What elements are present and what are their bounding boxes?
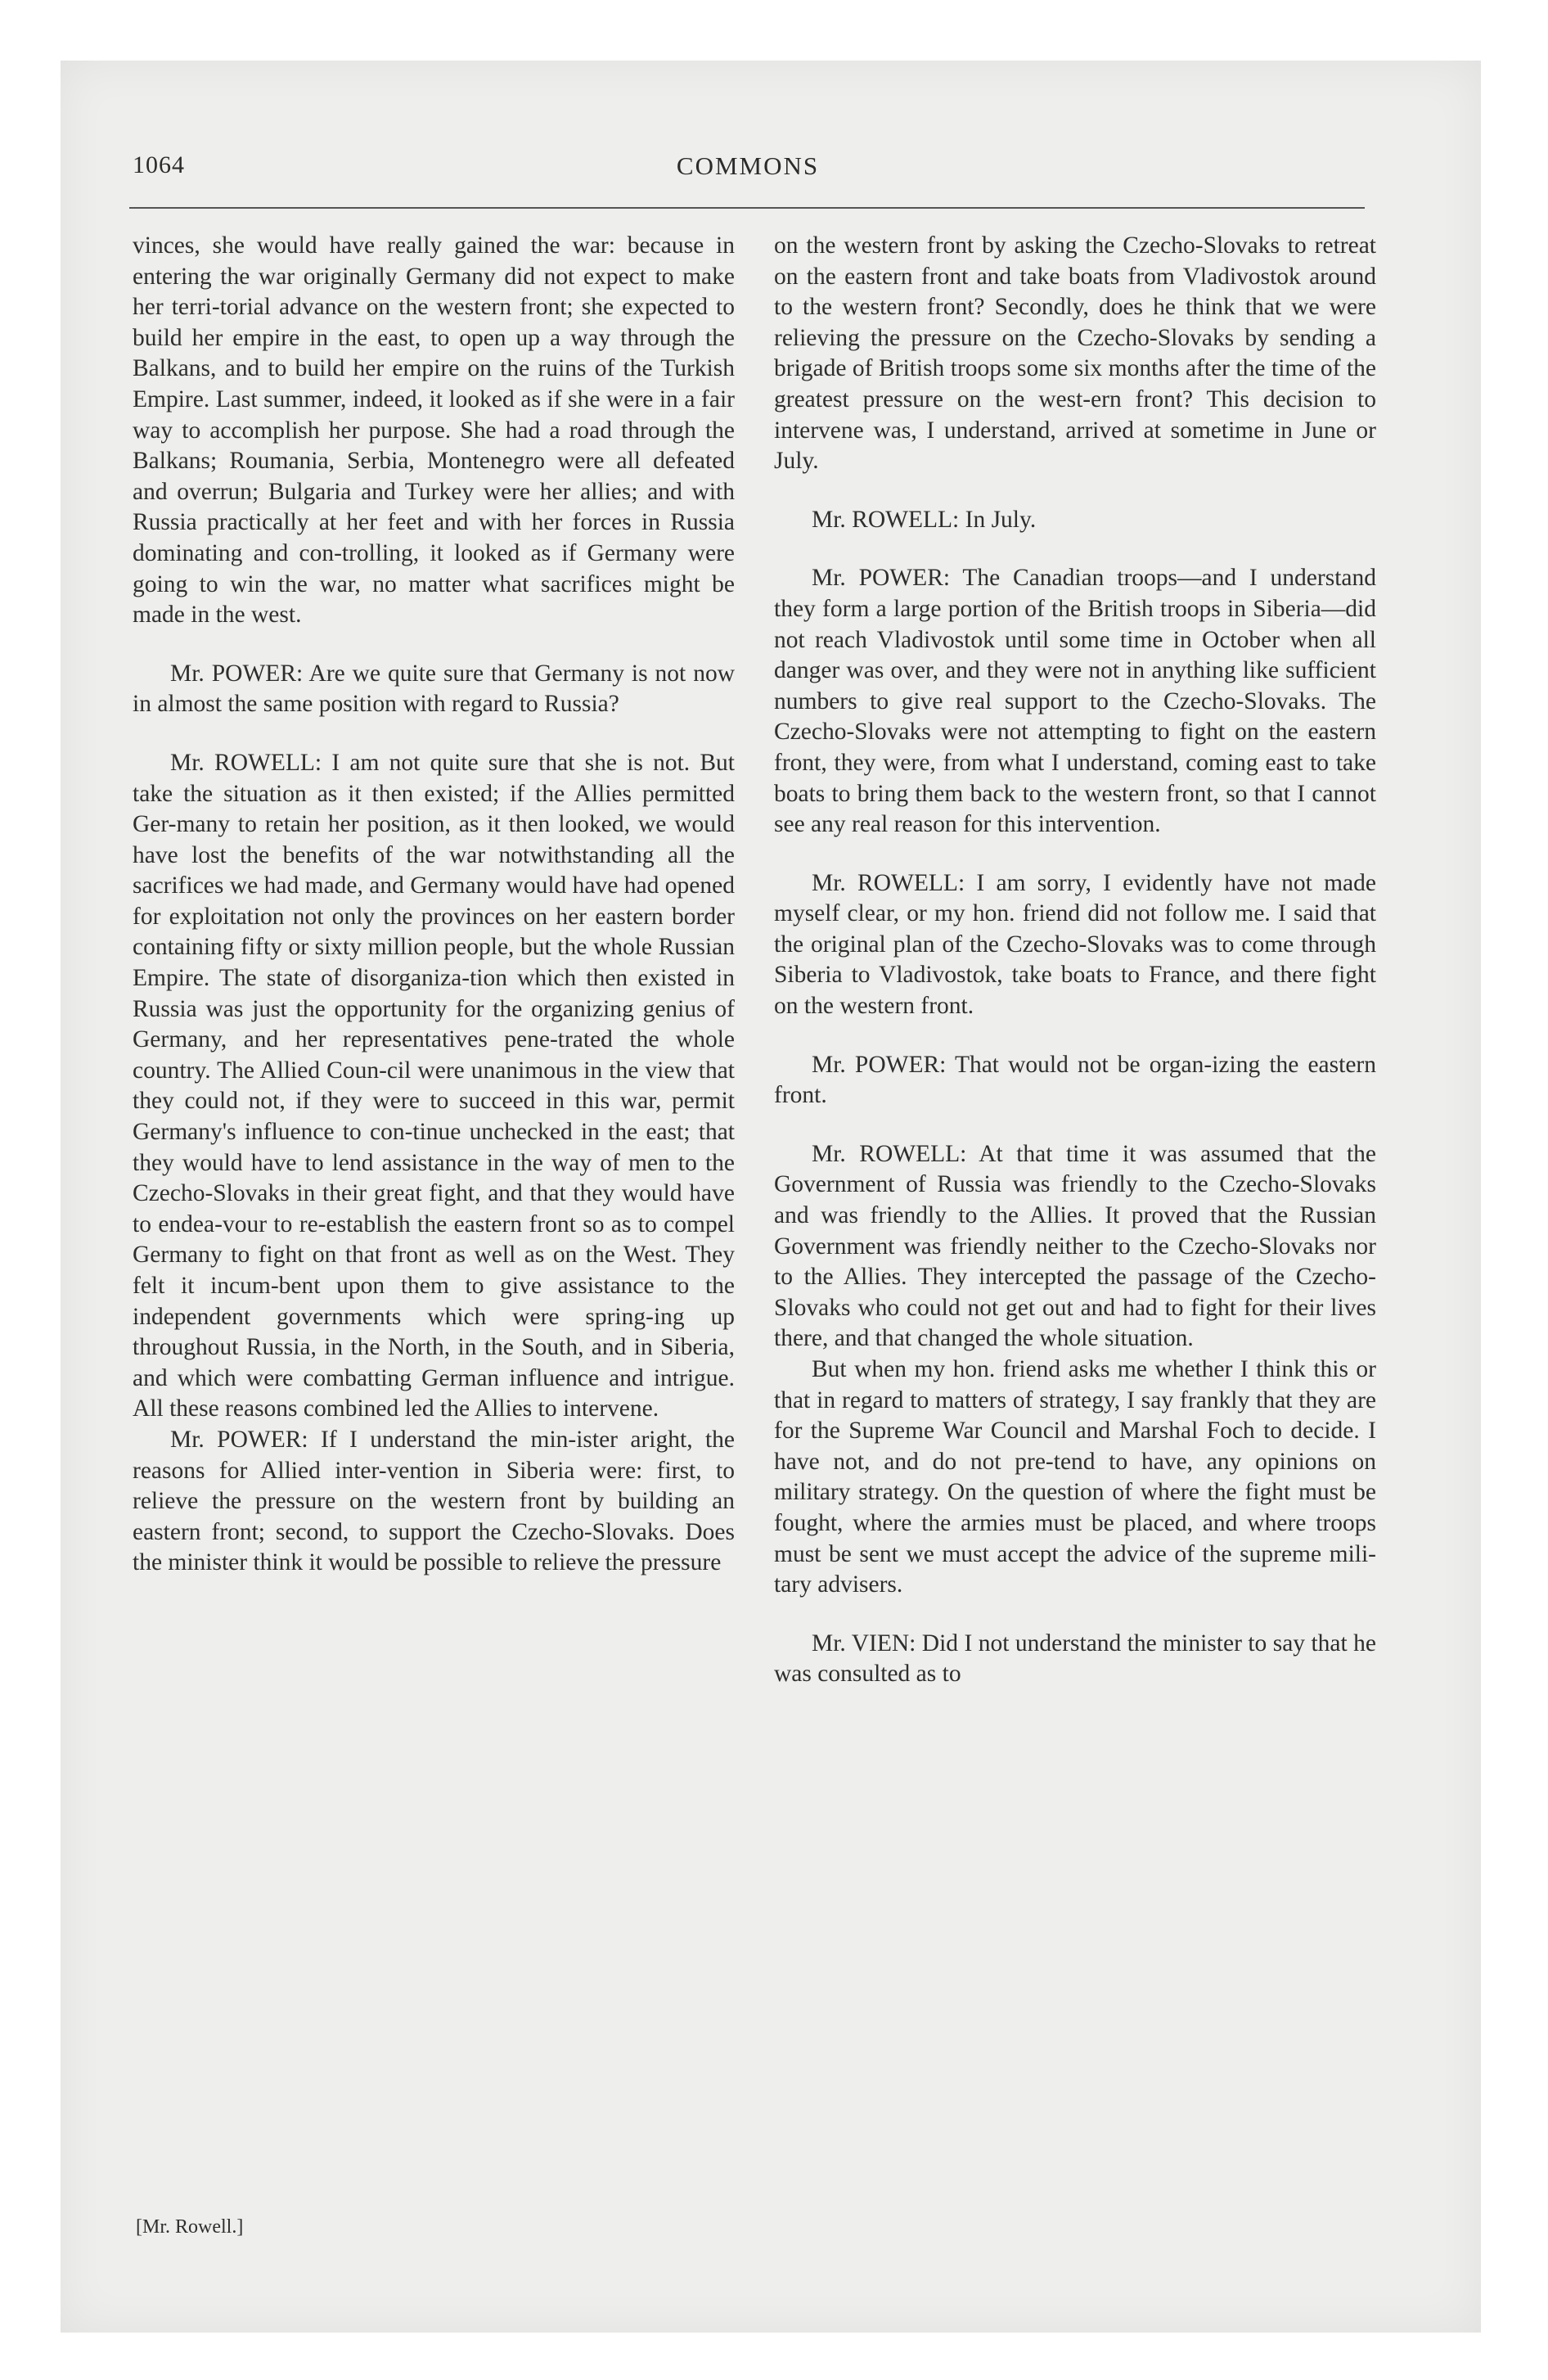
paragraph: Mr. ROWELL: At that time it was assumed that the Government of Russia was friendly to the Czecho-Slovaks and was friendly to the Allies. It proved that the Russian Government was friendly neither to the Czecho-Slovaks nor to the Allies. They intercepted the passage of the Czecho-Slovaks who could not get out and had to fight for their lives there, and that changed the whole situation. (774, 1140, 1376, 1352)
paragraph: But when my hon. friend asks me whether I think this or that in regard to matters of strategy, I say frankly that they are for the Supreme War Council and Marshal Foch to decide. I have not, and do not pre-tend to have, any opinions on military strategy. On the question of where the fight must be fought, where the armies must be placed, and where troops must be sent we must accept the advice of the supreme mili-tary advisers. (774, 1356, 1376, 1598)
paragraph: Mr. ROWELL: I am not quite sure that she is not. But take the situation as it then existed; if the Allies permitted Ger-many to retain her position, as it then looked, we would have lost the benefits of the war notwithstanding all the sacrifices we had made, and Germany would have had opened for exploitation not only the provinces on her eastern border containing fifty or sixty million people, but the whole Russian Empire. The state of disorganiza-tion which then existed in Russia was just the opportunity for the organizing genius of Germany, and her representatives pene-trated the whole country. The Allied Coun-cil were unanimous in the view that they could not, if they were to succeed in this war, permit Germany's influence to con-tinue unchecked in the east; that they would have to lend assistance in the way of men to the Czecho-Slovaks in their great fight, and that they would have to endea-vour to re-establish the eastern front so as to compel Germany to fight on that front as well as on the West. They felt it incum-bent upon them to give assistance to the independent governments which were spring-ing up throughout Russia, in the North, in the South, and in Siberia, and which were combatting German influence and intrigue. All these reasons combined led the Allies to intervene. (133, 749, 735, 1422)
page-header (133, 151, 1363, 184)
page-number: 1064 (133, 151, 185, 178)
footer-note: [Mr. Rowell.] (136, 2216, 244, 2238)
paragraph: Mr. VIEN: Did I not understand the minister to say that he was consulted as to (774, 1629, 1376, 1688)
paragraph: Mr. ROWELL: In July. (812, 506, 1037, 533)
header-rule (129, 207, 1365, 209)
paragraph: Mr. POWER: That would not be organ-izing the eastern front. (774, 1051, 1376, 1109)
paragraph: vinces, she would have really gained the war: because in entering the war originally Germany did not expect to make her terri-torial advance on the western front; she expected to build her empire in the east, to open up a way through the Balkans, and to build her empire on the ruins of the Turkish Empire. Last summer, indeed, it looked as if she were in a fair way to accomplish her purpose. She had a road through the Balkans; Roumania, Serbia, Montenegro were all defeated and overrun; Bulgaria and Turkey were her allies; and with Russia practically at her feet and with her forces in Russia dominating and con-trolling, it looked as if Germany were going to win the war, no matter what sacrifices might be made in the west. (133, 232, 735, 629)
paragraph: Mr. POWER: If I understand the min-ister aright, the reasons for Allied inter-vention in Siberia were: first, to relieve the pressure on the western front by building an eastern front; second, to support the Czecho-Slovaks. Does the minister think it would be possible to relieve the pressure (133, 1426, 735, 1576)
paragraph: Mr. POWER: The Canadian troops—and I understand they form a large portion of the British troops in Siberia—did not reach Vladivostok until some time in October when all danger was over, and they were not in anything like sufficient numbers to give real support to the Czecho-Slovaks. The Czecho-Slovaks were not attempting to fight on the eastern front, they were, from what I understand, coming east to take boats to bring them back to the western front, so that I cannot see any real reason for this intervention. (774, 565, 1376, 838)
paragraph: on the western front by asking the Czecho-Slovaks to retreat on the eastern front and take boats from Vladivostok around to the western front? Secondly, does he think that we were relieving the pressure on the Czecho-Slovaks by sending a brigade of British troops some six months after the time of the greatest pressure on the west-ern front? This decision to intervene was, I understand, arrived at sometime in June or July. (774, 232, 1376, 475)
right-column (774, 231, 1376, 1690)
paragraph: Mr. ROWELL: I am sorry, I evidently have not made myself clear, or my hon. friend did not follow me. I said that the original plan of the Czecho-Slovaks was to come through Siberia to Vladivostok, take boats to France, and there fight on the western front. (774, 869, 1376, 1020)
left-column (133, 231, 735, 1579)
running-head: COMMONS (676, 151, 820, 180)
paragraph: Mr. POWER: Are we quite sure that Germany is not now in almost the same position with regard to Russia? (133, 660, 735, 718)
